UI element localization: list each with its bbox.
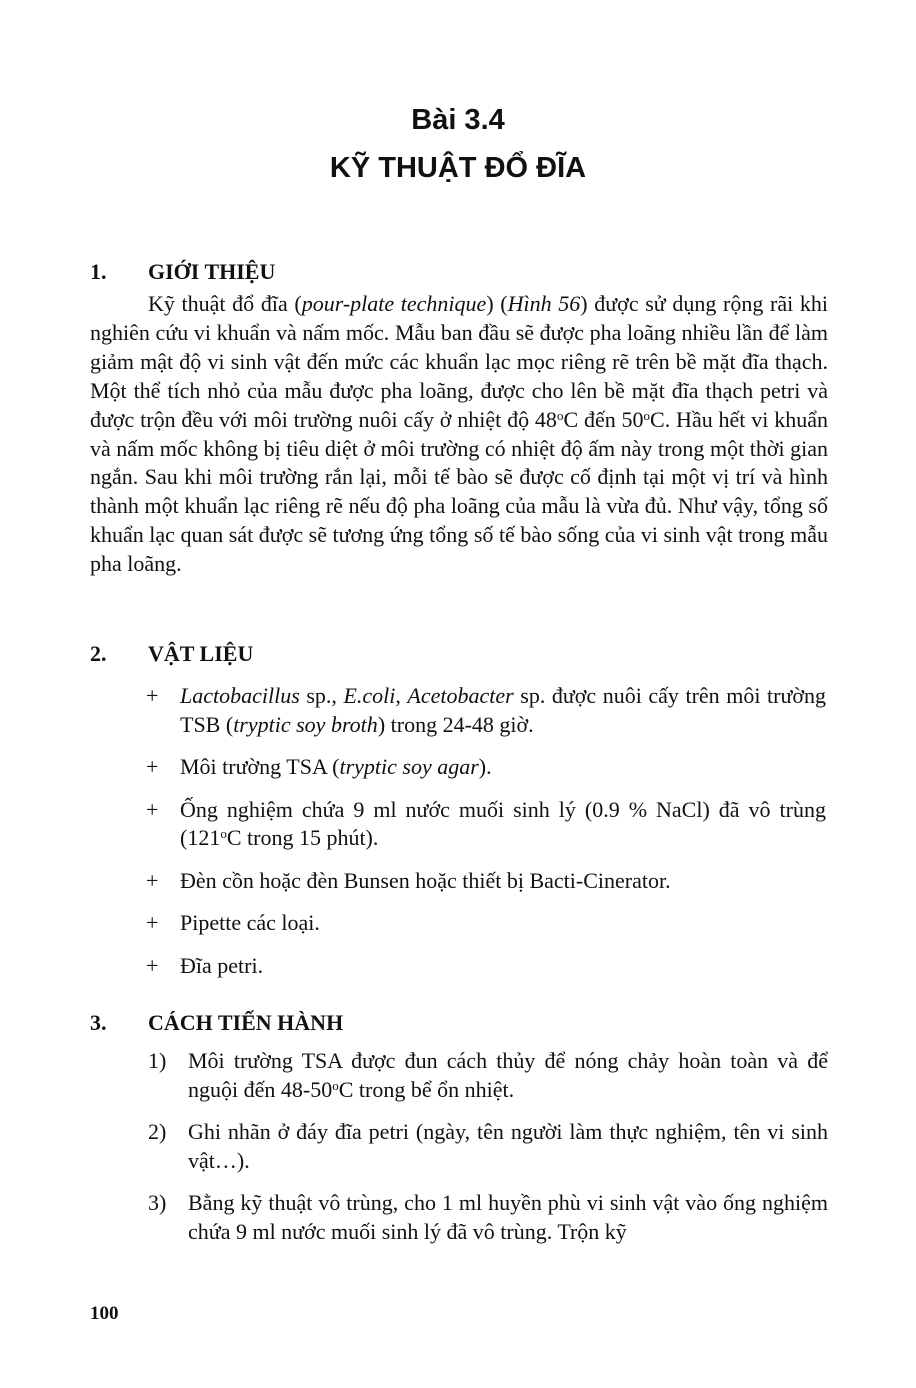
section-heading <box>90 639 830 668</box>
step-number: 2) <box>148 1119 167 1144</box>
text-run: , <box>395 683 408 708</box>
section-number: 3. <box>90 1010 107 1035</box>
bullet-mark: + <box>146 754 159 779</box>
bullet-mark: + <box>146 683 159 708</box>
list-item-text: Pipette các loại. <box>180 910 320 935</box>
list-item <box>90 867 830 896</box>
bullet-mark: + <box>146 796 159 822</box>
section-introduction <box>90 257 830 579</box>
step-text: Bằng kỹ thuật vô trùng, cho 1 ml huyền phù vi sinh vật vào ống nghiệm chứa 9 ml nước muối sinh lý đã vô trùng. Trộn kỹ <box>188 1190 828 1244</box>
text-run: sp., <box>299 683 344 708</box>
section-title: CÁCH TIẾN HÀNH <box>148 1010 344 1035</box>
section-number: 1. <box>90 259 107 284</box>
step-number: 3) <box>148 1190 167 1215</box>
text-run: C trong bể ổn nhiệt. <box>338 1076 515 1102</box>
section-title: GIỚI THIỆU <box>148 259 276 284</box>
text-run: C trong 15 phút). <box>226 825 379 850</box>
section-title: VẬT LIỆU <box>148 641 254 666</box>
species-name: Lactobacillus <box>180 683 300 708</box>
list-item <box>90 682 830 739</box>
bullet-mark: + <box>146 867 159 893</box>
list-item <box>90 909 830 938</box>
text-run: Môi trường TSA ( <box>180 754 340 779</box>
step-item <box>90 1118 830 1175</box>
text-run: ) ( <box>486 291 508 316</box>
step-item <box>90 1047 830 1104</box>
text-run: Môi trường TSA được đun cách thủy để nóng chảy hoàn toàn và để nguội đến 48-50 <box>188 1048 828 1102</box>
list-item-text: Đèn cồn hoặc đèn Bunsen hoặc thiết bị Bacti-Cinerator. <box>180 867 671 893</box>
materials-list <box>90 682 830 980</box>
text-run: C. Hầu hết vi khuẩn và nấm mốc không bị tiêu diệt ở môi trường có nhiệt độ ấm này trong một thời gian ngắn. Sau khi môi trường rắn lại, mỗi tế bào sẽ được cố định tại một vị trí và hình thành một khuẩn lạc riêng rẽ nếu độ pha loãng của mẫu là vừa đủ. Như vậy, tổng số khuẩn lạc quan sát được sẽ tương ứng tổng số tế bào sống của vi sinh vật trong mẫu pha loãng. <box>90 406 828 577</box>
text-run: ) trong 24-48 giờ. <box>377 711 534 737</box>
degree-sign: o <box>643 407 651 423</box>
degree-sign: o <box>332 1077 339 1093</box>
list-item <box>90 753 830 782</box>
figure-reference: Hình 56 <box>507 291 581 316</box>
section-heading <box>90 1008 830 1037</box>
list-item-text <box>180 796 826 853</box>
list-item-text <box>180 682 826 739</box>
intro-paragraph <box>90 290 828 579</box>
degree-sign: o <box>556 407 564 423</box>
section-heading <box>90 257 830 286</box>
section-number: 2. <box>90 641 107 666</box>
list-item <box>90 796 830 853</box>
text-run: ). <box>478 754 492 779</box>
text-run: Ống nghiệm chứa 9 ml nước muối sinh lý (0.9 % NaCl) đã vô trùng (121 <box>180 796 826 850</box>
degree-sign: o <box>220 826 227 841</box>
list-item-text: Đĩa petri. <box>180 952 264 978</box>
step-text: Ghi nhãn ở đáy đĩa petri (ngày, tên người làm thực nghiệm, tên vi sinh vật…). <box>188 1119 828 1173</box>
lesson-title: KỸ THUẬT ĐỔ ĐĨA <box>329 152 587 184</box>
step-item <box>90 1189 830 1246</box>
bullet-mark: + <box>146 952 159 978</box>
title-block <box>0 98 916 190</box>
page-number: 100 <box>90 1303 119 1324</box>
species-name: E.coli <box>343 683 396 708</box>
bullet-mark: + <box>146 910 159 935</box>
text-run: C đến 50 <box>563 406 644 432</box>
species-name: Acetobacter <box>407 683 514 708</box>
list-item-text <box>180 753 826 782</box>
term-italic: tryptic soy broth <box>233 711 378 737</box>
section-procedure <box>90 1008 830 1260</box>
lesson-number: Bài 3.4 <box>411 104 505 136</box>
term-italic: pour-plate technique <box>301 291 487 316</box>
list-item <box>90 952 830 981</box>
text-run: Kỹ thuật đổ đĩa ( <box>148 291 302 316</box>
term-italic: tryptic soy agar <box>339 754 479 779</box>
step-text <box>188 1047 828 1104</box>
text-run: ) được sử dụng rộng rãi khi nghiên cứu vi khuẩn và nấm mốc. Mẫu ban đầu sẽ được pha loãng nhiều lần để làm giảm mật độ vi sinh vật đến mức các khuẩn lạc mọc riêng rẽ trên bề mặt đĩa thạch. Một thể tích nhỏ của mẫu được pha loãng, được cho lên bề mặt đĩa thạch petri và được trộn đều với môi trường nuôi cấy ở nhiệt độ 48 <box>90 291 828 432</box>
step-number: 1) <box>148 1048 167 1073</box>
text-run: sp. được nuôi cấy trên môi trường TSB ( <box>180 683 826 737</box>
section-materials <box>90 639 830 994</box>
procedure-list <box>90 1047 830 1246</box>
